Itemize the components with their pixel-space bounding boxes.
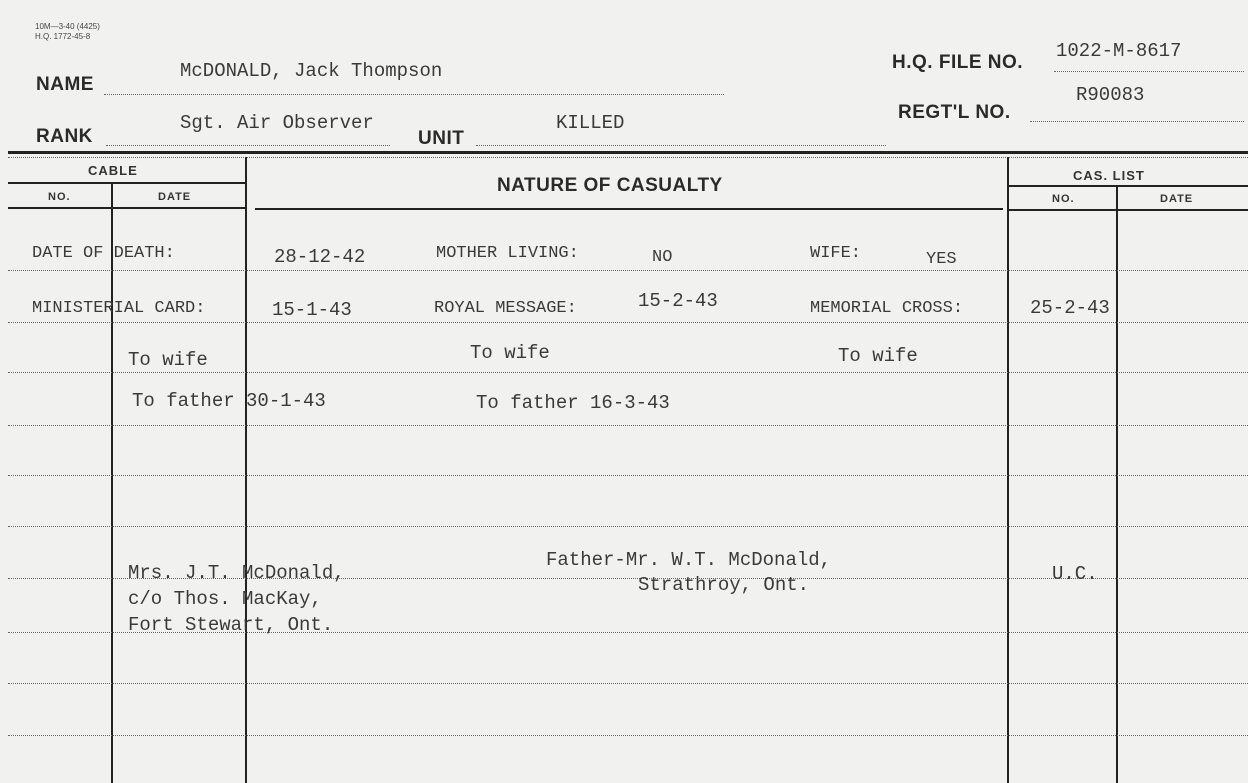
- ministerial-card-to-father: To father 30-1-43: [132, 390, 326, 412]
- royal-message-label: ROYAL MESSAGE:: [434, 299, 577, 318]
- name-label: NAME: [36, 74, 94, 95]
- regtl-no-label: REGT'L NO.: [898, 102, 1011, 123]
- date-of-death-label: DATE OF DEATH:: [32, 244, 175, 263]
- wife-label: WIFE:: [810, 244, 862, 263]
- cas-date-header: DATE: [1160, 193, 1194, 205]
- ministerial-card-to-wife: To wife: [128, 349, 208, 371]
- royal-message-to-father: To father 16-3-43: [476, 392, 670, 414]
- regtl-no-value: R90083: [1076, 84, 1145, 106]
- father-address-line: Strathroy, Ont.: [638, 574, 810, 596]
- cable-no-header: NO.: [48, 191, 71, 203]
- father-address-line: Father-Mr. W.T. McDonald,: [546, 549, 832, 571]
- unit-value: KILLED: [556, 112, 625, 134]
- memorial-cross-to-wife: To wife: [838, 345, 918, 367]
- mother-living-label: MOTHER LIVING:: [436, 244, 579, 263]
- ministerial-card-label: MINISTERIAL CARD:: [32, 299, 206, 318]
- rank-value: Sgt. Air Observer: [180, 112, 374, 134]
- cable-date-header: DATE: [158, 191, 192, 203]
- cas-no-header: NO.: [1052, 193, 1075, 205]
- form-code: 10M—3-40 (4425): [35, 22, 100, 31]
- wife-address-line: Mrs. J.T. McDonald,: [128, 562, 345, 584]
- name-value: McDONALD, Jack Thompson: [180, 60, 443, 82]
- mother-living-value: NO: [652, 248, 673, 267]
- hq-file-no-label: H.Q. FILE NO.: [892, 52, 1024, 73]
- ministerial-card-value: 15-1-43: [272, 299, 352, 321]
- unit-label: UNIT: [418, 128, 465, 149]
- cable-header: CABLE: [88, 163, 138, 178]
- wife-value: YES: [926, 250, 957, 269]
- memorial-cross-value: 25-2-43: [1030, 297, 1110, 319]
- form-code: H.Q. 1772-45-8: [35, 32, 91, 41]
- memorial-cross-label: MEMORIAL CROSS:: [810, 299, 964, 318]
- cas-list-header: CAS. LIST: [1073, 168, 1145, 183]
- date-of-death-value: 28-12-42: [274, 246, 366, 268]
- nature-of-casualty-header: NATURE OF CASUALTY: [497, 175, 723, 196]
- royal-message-value: 15-2-43: [638, 290, 718, 312]
- cas-list-no-value: U.C.: [1052, 563, 1098, 585]
- hq-file-no-value: 1022-M-8617: [1056, 40, 1182, 62]
- wife-address-line: c/o Thos. MacKay,: [128, 588, 322, 610]
- royal-message-to-wife: To wife: [470, 342, 550, 364]
- wife-address-line: Fort Stewart, Ont.: [128, 614, 334, 636]
- rank-label: RANK: [36, 126, 93, 147]
